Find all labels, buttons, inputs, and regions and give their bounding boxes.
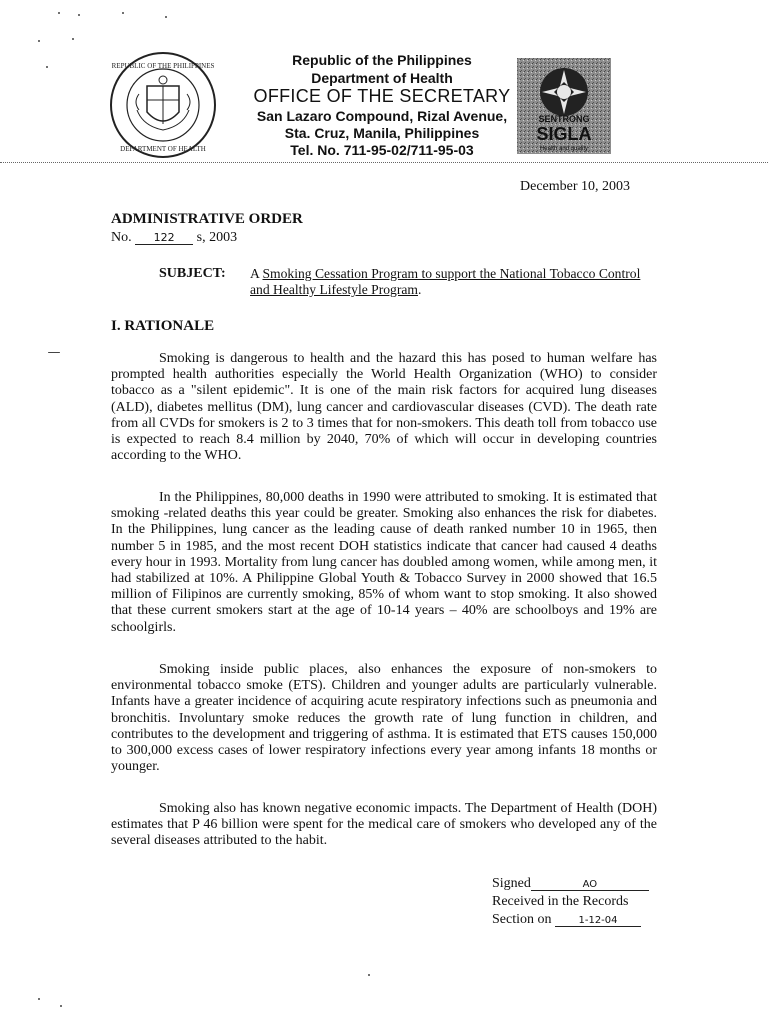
scan-speck	[165, 16, 167, 18]
scan-speck	[58, 12, 60, 14]
order-title: ADMINISTRATIVE ORDER	[111, 211, 303, 227]
scan-speck	[48, 352, 60, 353]
seal-text-bottom: DEPARTMENT OF HEALTH	[120, 145, 206, 153]
seal-text-top: REPUBLIC OF THE PHILIPPINES	[111, 62, 215, 70]
stamp-signed-line	[492, 876, 649, 892]
rationale-paragraph-2: In the Philippines, 80,000 deaths in 1990 were attributed to smoking. It is estimated that smoking -related deaths this year could be greater. Smoking also enhances the risk for diabetes. In the Philippines, lung cancer as the leading cause of death ranked number 10 in 1965, then number 5 in 1985, and the most recent DOH statistics indicate that cancer had caused 4 deaths every hour in 1993. Mortality from lung cancer has doubled among women, while among men, it had stabilized at 10%. A Philippine Global Youth & Tobacco Survey in 2000 showed that 16.5 million of Filipinos are currently smoking, 85% of whom want to stop smoking. It also showed that these current smokers start at the age of 10-14 years – 40% are schoolboys and 19% are schoolgirls.	[111, 490, 657, 635]
scan-speck	[60, 1005, 62, 1007]
stamp-section-label: Section on	[492, 912, 552, 927]
order-number-suffix: s, 2003	[196, 230, 238, 245]
badge-text-sentrong: SENTRONG	[538, 114, 590, 124]
badge-text-tagline: Health and quality	[539, 146, 589, 152]
rationale-paragraph-1: Smoking is dangerous to health and the hazard this has posed to human welfare has prompted health authorities especially the World Health Organization (WHO) to consider tobacco as a "silent epidemic". It is one of the main risk factors for acquired lung diseases (ALD), diabetes mellitus (DM), lung cancer and cardiovascular diseases (CVD). The death rate from all CVDs for smokers is 2 to 3 times that for non-smokers. This death toll from tobacco use is expected to reach 8.4 million by 2040, 70% of which will occur in developing countries according to the WHO.	[111, 351, 657, 464]
letterhead-office: OFFICE OF THE SECRETARY	[253, 86, 511, 106]
letterhead-divider	[0, 162, 768, 163]
letterhead-department: Department of Health	[311, 70, 453, 86]
document-date: December 10, 2003	[520, 179, 631, 194]
doh-seal	[103, 50, 227, 160]
scan-speck	[368, 974, 370, 976]
scan-speck	[122, 12, 124, 14]
letterhead-address-2: Sta. Cruz, Manila, Philippines	[284, 125, 480, 141]
stamp-signed-label: Signed	[492, 876, 531, 891]
section-heading-rationale: I. RATIONALE	[111, 318, 215, 334]
rationale-paragraph-4: Smoking also has known negative economic impacts. The Department of Health (DOH) estimates that P 46 billion were spent for the medical care of smokers who developed any of the several diseases attributed to the habit.	[111, 801, 657, 849]
subject-prefix: A	[250, 266, 260, 281]
sentrong-sigla-badge	[517, 58, 611, 154]
subject-text	[250, 266, 650, 298]
stamp-received-label: Received in the Records	[492, 894, 629, 909]
order-number-prefix: No.	[111, 230, 132, 245]
stamp-signed-value: AO	[531, 879, 649, 891]
subject-suffix: .	[417, 282, 422, 297]
scan-speck	[78, 14, 80, 16]
subject-label: SUBJECT:	[159, 266, 226, 281]
scan-speck	[72, 38, 74, 40]
scan-speck	[38, 998, 40, 1000]
scan-speck	[38, 40, 40, 42]
letterhead-address-1: San Lazaro Compound, Rizal Avenue,	[256, 108, 508, 124]
scan-speck	[46, 66, 48, 68]
letterhead-republic: Republic of the Philippines	[292, 52, 472, 68]
stamp-section-line	[492, 912, 641, 928]
subject-title: Smoking Cessation Program to support the National Tobacco Control and Healthy Lifestyle Program	[250, 266, 641, 297]
rationale-paragraph-3: Smoking inside public places, also enhances the exposure of non-smokers to environmental tobacco smoke (ETS). Children and younger adults are particularly vulnerable. Infants have a greater incidence of acquiring acute respiratory infections such as pneumonia and bronchitis. Involuntary smoke reduces the growth rate of lung function in children, and contributes to the development and triggering of asthma. It is estimated that ETS causes 150,000 to 300,000 excess cases of lower respiratory infections every year among infants 18 months or younger.	[111, 662, 657, 775]
stamp-section-value: 1-12-04	[555, 915, 641, 927]
order-number-value: 122	[135, 231, 193, 245]
letterhead-telephone: Tel. No. 711-95-02/711-95-03	[290, 142, 474, 158]
badge-text-sigla: SIGLA	[536, 124, 592, 144]
order-number	[111, 230, 237, 246]
